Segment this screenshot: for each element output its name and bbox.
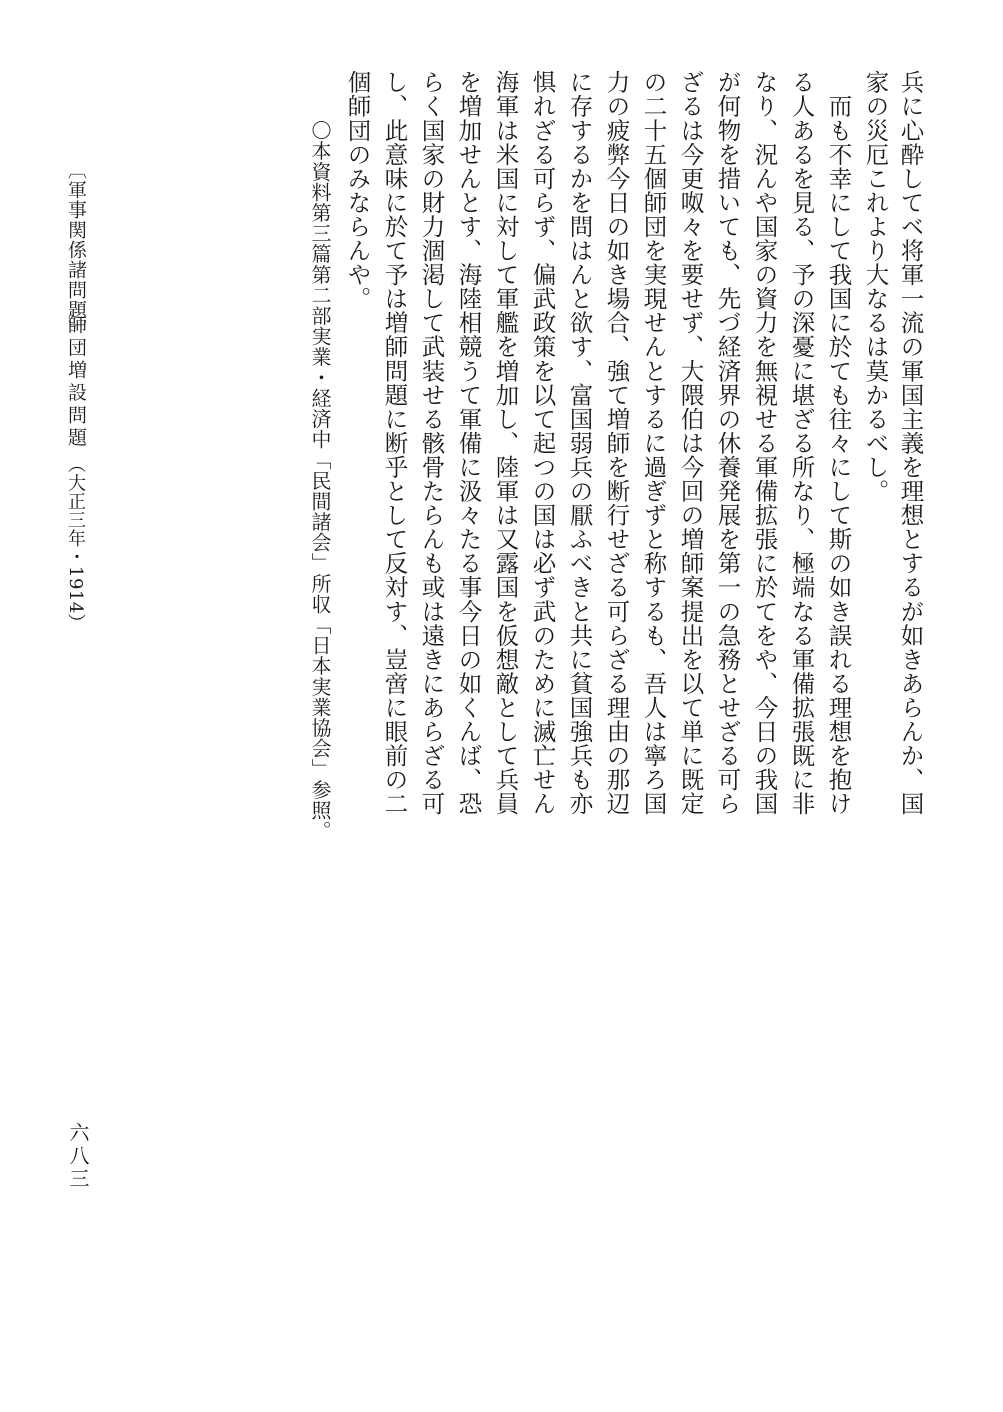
- body-line-3: 而も不幸にして我国に於ても往々にして斯の如き誤れる理想を抱け: [824, 70, 853, 816]
- editorial-note: 〇本資料第三篇第二部実業・経済中「民間諸会」所収「日本実業協会」参照。: [308, 120, 332, 841]
- body-line-8: の二十五個師団を実現せんとするに過ぎずと称するも、吾人は寧ろ国: [639, 70, 668, 816]
- body-line-4: る人あるを見る、予の深憂に堪ざる所なり、極端なる軍備拡張既に非: [787, 70, 816, 816]
- body-line-6: が何物を措いても、先づ経済界の休養発展を第一の急務とせざる可ら: [713, 70, 742, 816]
- body-line-1: 兵に心酔してベ将軍一流の軍国主義を理想とするが如きあらんか、国: [896, 70, 925, 816]
- body-line-13: を増加せんとす、海陸相競うて軍備に汲々たる事今日の如くんば、恐: [454, 70, 483, 816]
- body-line-9: 力の疲弊今日の如き場合、強て増師を断行せざる可らざる理由の那辺: [602, 70, 631, 816]
- body-line-15: し、此意味に於て予は増師問題に断乎として反対す、豈啻に眼前の二: [380, 70, 409, 816]
- running-head-year: （大正三年・1914）: [65, 455, 86, 633]
- body-line-14: らく国家の財力涸渇して武装せる骸骨たらんも或は遠きにあらざる可: [417, 70, 446, 816]
- running-head-section: 〔軍事関係諸問題〕: [65, 160, 87, 340]
- body-line-10: に存するかを問はんと欲す、富国弱兵の厭ふべきと共に貧国強兵も亦: [565, 70, 594, 816]
- body-line-5: なり、況んや国家の資力を無視せる軍備拡張に於てをや、今日の我国: [750, 70, 779, 816]
- body-line-11: 惧れざる可らず、偏武政策を以て起つの国は必ず武のために滅亡せん: [528, 70, 557, 816]
- body-line-2: 家の災厄これより大なるは莫かるべし。: [861, 70, 890, 503]
- body-line-16: 個師団のみならんや。: [343, 70, 372, 311]
- running-head-title: 師団増設問題: [65, 315, 87, 450]
- body-line-12: 海軍は米国に対して軍艦を増加し、陸軍は又露国を仮想敵として兵員: [491, 70, 520, 816]
- page-number: 六八三: [66, 1122, 90, 1191]
- body-line-7: ざるは今更呶々を要せず、大隈伯は今回の増師案提出を以て単に既定: [676, 70, 705, 816]
